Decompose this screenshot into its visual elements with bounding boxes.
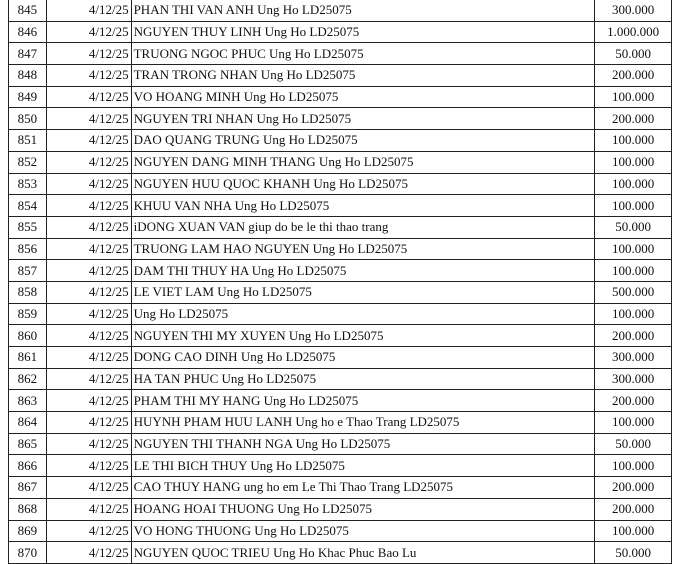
transaction-date: 4/12/25 [46, 108, 131, 130]
transaction-amount: 50.000 [595, 433, 672, 455]
transaction-amount: 100.000 [595, 130, 672, 152]
table-row [9, 368, 672, 390]
row-number: 869 [9, 520, 47, 542]
row-number: 860 [9, 325, 47, 347]
transaction-description: NGUYEN THI MY XUYEN Ung Ho LD25075 [131, 325, 595, 347]
table-row [9, 43, 672, 65]
transaction-amount: 100.000 [595, 303, 672, 325]
donation-table [8, 0, 672, 564]
transaction-description: VO HOANG MINH Ung Ho LD25075 [131, 86, 595, 108]
transaction-amount: 100.000 [595, 195, 672, 217]
transaction-date: 4/12/25 [46, 303, 131, 325]
row-number: 864 [9, 412, 47, 434]
transaction-description: DONG CAO DINH Ung Ho LD25075 [131, 347, 595, 369]
transaction-amount: 200.000 [595, 108, 672, 130]
transaction-amount: 200.000 [595, 325, 672, 347]
row-number: 863 [9, 390, 47, 412]
transaction-description: HOANG HOAI THUONG Ung Ho LD25075 [131, 498, 595, 520]
transaction-date: 4/12/25 [46, 195, 131, 217]
transaction-description: PHAM THI MY HANG Ung Ho LD25075 [131, 390, 595, 412]
transaction-date: 4/12/25 [46, 21, 131, 43]
transaction-description: Ung Ho LD25075 [131, 303, 595, 325]
transaction-description: iDONG XUAN VAN giup do be le thi thao trang [131, 216, 595, 238]
transaction-description: HA TAN PHUC Ung Ho LD25075 [131, 368, 595, 390]
transaction-description: TRAN TRONG NHAN Ung Ho LD25075 [131, 65, 595, 87]
transaction-description: DAM THI THUY HA Ung Ho LD25075 [131, 260, 595, 282]
transaction-date: 4/12/25 [46, 347, 131, 369]
table-row [9, 433, 672, 455]
transaction-date: 4/12/25 [46, 86, 131, 108]
transaction-description: NGUYEN THI THANH NGA Ung Ho LD25075 [131, 433, 595, 455]
transaction-date: 4/12/25 [46, 173, 131, 195]
transaction-amount: 50.000 [595, 216, 672, 238]
transaction-amount: 100.000 [595, 238, 672, 260]
table-row [9, 520, 672, 542]
row-number: 845 [9, 0, 47, 21]
row-number: 868 [9, 498, 47, 520]
transaction-description: KHUU VAN NHA Ung Ho LD25075 [131, 195, 595, 217]
transaction-amount: 100.000 [595, 412, 672, 434]
transaction-amount: 100.000 [595, 86, 672, 108]
transaction-date: 4/12/25 [46, 477, 131, 499]
transaction-amount: 50.000 [595, 542, 672, 564]
transaction-date: 4/12/25 [46, 368, 131, 390]
table-row [9, 260, 672, 282]
transaction-description: CAO THUY HANG ung ho em Le Thi Thao Trang LD25075 [131, 477, 595, 499]
transaction-description: VO HONG THUONG Ung Ho LD25075 [131, 520, 595, 542]
transaction-date: 4/12/25 [46, 498, 131, 520]
transaction-amount: 50.000 [595, 43, 672, 65]
transaction-date: 4/12/25 [46, 390, 131, 412]
table-row [9, 21, 672, 43]
table-row [9, 542, 672, 564]
table-row [9, 455, 672, 477]
row-number: 847 [9, 43, 47, 65]
transaction-amount: 300.000 [595, 0, 672, 21]
transaction-amount: 200.000 [595, 477, 672, 499]
transaction-amount: 100.000 [595, 151, 672, 173]
transaction-amount: 300.000 [595, 368, 672, 390]
transaction-description: NGUYEN DANG MINH THANG Ung Ho LD25075 [131, 151, 595, 173]
transaction-date: 4/12/25 [46, 325, 131, 347]
transaction-description: HUYNH PHAM HUU LANH Ung ho e Thao Trang LD25075 [131, 412, 595, 434]
transaction-amount: 200.000 [595, 390, 672, 412]
row-number: 849 [9, 86, 47, 108]
row-number: 859 [9, 303, 47, 325]
transaction-description: TRUONG LAM HAO NGUYEN Ung Ho LD25075 [131, 238, 595, 260]
table-row [9, 498, 672, 520]
transaction-amount: 100.000 [595, 260, 672, 282]
transaction-date: 4/12/25 [46, 520, 131, 542]
transaction-date: 4/12/25 [46, 238, 131, 260]
table-row [9, 347, 672, 369]
transaction-amount: 500.000 [595, 281, 672, 303]
transaction-amount: 200.000 [595, 65, 672, 87]
row-number: 867 [9, 477, 47, 499]
row-number: 861 [9, 347, 47, 369]
row-number: 852 [9, 151, 47, 173]
transaction-date: 4/12/25 [46, 412, 131, 434]
table-row [9, 477, 672, 499]
row-number: 851 [9, 130, 47, 152]
row-number: 865 [9, 433, 47, 455]
transaction-amount: 100.000 [595, 455, 672, 477]
row-number: 850 [9, 108, 47, 130]
transaction-description: TRUONG NGOC PHUC Ung Ho LD25075 [131, 43, 595, 65]
table-row [9, 151, 672, 173]
table-row [9, 325, 672, 347]
table-row [9, 216, 672, 238]
row-number: 854 [9, 195, 47, 217]
row-number: 870 [9, 542, 47, 564]
row-number: 846 [9, 21, 47, 43]
transaction-description: PHAN THI VAN ANH Ung Ho LD25075 [131, 0, 595, 21]
row-number: 858 [9, 281, 47, 303]
transaction-date: 4/12/25 [46, 455, 131, 477]
row-number: 848 [9, 65, 47, 87]
transaction-amount: 200.000 [595, 498, 672, 520]
table-row [9, 412, 672, 434]
table-row [9, 195, 672, 217]
row-number: 862 [9, 368, 47, 390]
transaction-date: 4/12/25 [46, 151, 131, 173]
transaction-description: NGUYEN TRI NHAN Ung Ho LD25075 [131, 108, 595, 130]
table-row [9, 303, 672, 325]
transaction-description: NGUYEN HUU QUOC KHANH Ung Ho LD25075 [131, 173, 595, 195]
row-number: 856 [9, 238, 47, 260]
transaction-date: 4/12/25 [46, 216, 131, 238]
transaction-description: NGUYEN THUY LINH Ung Ho LD25075 [131, 21, 595, 43]
transaction-date: 4/12/25 [46, 65, 131, 87]
transaction-amount: 100.000 [595, 173, 672, 195]
transaction-amount: 300.000 [595, 347, 672, 369]
transaction-description: NGUYEN QUOC TRIEU Ung Ho Khac Phuc Bao Lu [131, 542, 595, 564]
row-number: 853 [9, 173, 47, 195]
donation-table-body [9, 0, 672, 563]
transaction-date: 4/12/25 [46, 542, 131, 564]
row-number: 855 [9, 216, 47, 238]
donation-table-container [8, 0, 672, 564]
table-row [9, 238, 672, 260]
transaction-date: 4/12/25 [46, 0, 131, 21]
table-row [9, 281, 672, 303]
table-row [9, 0, 672, 21]
transaction-date: 4/12/25 [46, 43, 131, 65]
table-row [9, 173, 672, 195]
transaction-description: LE VIET LAM Ung Ho LD25075 [131, 281, 595, 303]
transaction-date: 4/12/25 [46, 130, 131, 152]
transaction-description: LE THI BICH THUY Ung Ho LD25075 [131, 455, 595, 477]
table-row [9, 108, 672, 130]
transaction-amount: 1.000.000 [595, 21, 672, 43]
row-number: 857 [9, 260, 47, 282]
row-number: 866 [9, 455, 47, 477]
table-row [9, 86, 672, 108]
transaction-date: 4/12/25 [46, 281, 131, 303]
transaction-date: 4/12/25 [46, 433, 131, 455]
transaction-amount: 100.000 [595, 520, 672, 542]
table-row [9, 390, 672, 412]
table-row [9, 65, 672, 87]
table-row [9, 130, 672, 152]
transaction-date: 4/12/25 [46, 260, 131, 282]
transaction-description: DAO QUANG TRUNG Ung Ho LD25075 [131, 130, 595, 152]
